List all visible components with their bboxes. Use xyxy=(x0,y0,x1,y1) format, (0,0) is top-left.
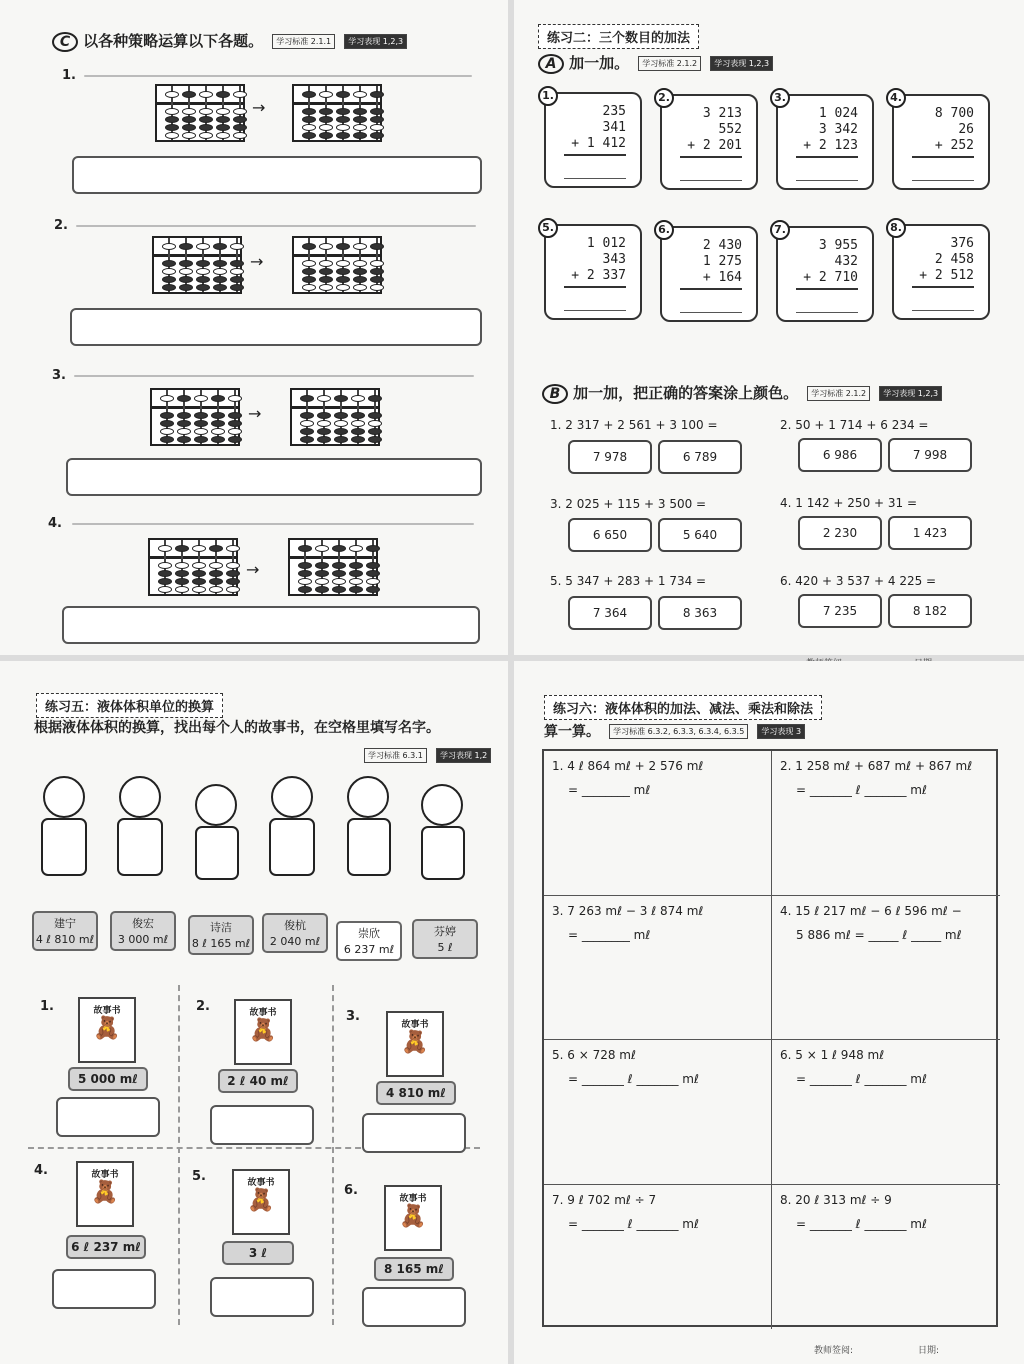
answer-option[interactable]: 7 978 xyxy=(568,440,652,474)
section-title: 以各种策略运算以下各题。 xyxy=(83,32,264,50)
question-number: 2. xyxy=(196,999,210,1014)
card-number: 2. xyxy=(654,88,674,108)
standard-tag: 学习标准 6.3.1 xyxy=(364,748,427,763)
exercise-title: 练习五：液体体积单位的换算 xyxy=(36,693,223,718)
addends: 1 012 343 + 2 337 xyxy=(571,236,626,283)
question-number: 6. xyxy=(344,1183,358,1198)
problem-cell[interactable]: 8. 20 ℓ 313 mℓ ÷ 9 = _______ ℓ _______ mℓ xyxy=(780,1192,927,1231)
card-number: 4. xyxy=(886,88,906,108)
volume-operations-page xyxy=(514,661,1024,1364)
performance-tag: 学习表现 1,2,3 xyxy=(879,386,942,401)
addends: 235 341 + 1 412 xyxy=(571,104,626,151)
problem-text: 1. 2 317 + 2 561 + 3 100 = xyxy=(550,418,718,432)
teacher-sign-label: 教师签阅: xyxy=(814,1346,854,1356)
addends: 2 430 1 275 + 164 xyxy=(702,238,742,285)
performance-tag: 学习表现 1,2,3 xyxy=(344,34,407,49)
card-number: 7. xyxy=(770,220,790,240)
problem-grid xyxy=(542,749,998,1327)
exercise-title: 练习二：三个数目的加法 xyxy=(538,24,699,49)
person-card: 崇欣 6 237 mℓ xyxy=(336,921,402,961)
person-card: 俊宏 3 000 mℓ xyxy=(110,911,176,951)
question-number: 3. xyxy=(346,1009,360,1024)
answer-option[interactable]: 8 363 xyxy=(658,596,742,630)
tags xyxy=(360,745,491,764)
addition-card xyxy=(658,91,758,190)
name-answer-box[interactable] xyxy=(362,1287,466,1327)
answer-option[interactable]: 6 650 xyxy=(568,518,652,552)
card-number: 8. xyxy=(886,218,906,238)
storybook: 故事书 🧸 xyxy=(78,997,136,1063)
addends: 376 2 458 + 2 512 xyxy=(919,236,974,283)
card-number: 1. xyxy=(538,86,558,106)
guide-line xyxy=(76,225,476,227)
arrow-icon: → xyxy=(250,252,264,271)
abacus-after xyxy=(288,538,378,596)
abacus-after xyxy=(290,388,380,446)
abacus-after xyxy=(292,84,382,142)
abacus-worksheet-page xyxy=(0,0,508,655)
question-number: 1. xyxy=(62,68,76,83)
storybook: 故事书 🧸 xyxy=(384,1185,442,1251)
answer-option[interactable]: 7 364 xyxy=(568,596,652,630)
abacus-before xyxy=(155,84,245,142)
addition-card xyxy=(542,221,642,320)
guide-line xyxy=(74,375,474,377)
instruction: 算一算。 xyxy=(544,724,600,740)
problem-cell[interactable]: 3. 7 263 mℓ − 3 ℓ 874 mℓ = ________ mℓ xyxy=(544,896,772,1041)
problem-cell[interactable]: 5. 6 × 728 mℓ = _______ ℓ _______ mℓ xyxy=(544,1040,772,1185)
abacus-before xyxy=(148,538,238,596)
section-letter: C xyxy=(52,32,78,52)
book-volume: 6 ℓ 237 mℓ xyxy=(66,1235,146,1259)
guide-line xyxy=(72,523,474,525)
arrow-icon: → xyxy=(246,560,260,579)
standard-tag: 学习标准 2.1.2 xyxy=(807,386,870,401)
addends: 8 700 26 + 252 xyxy=(934,106,974,153)
abacus-before xyxy=(152,236,242,294)
addition-card xyxy=(658,223,758,322)
problem-text: 3. 2 025 + 115 + 3 500 = xyxy=(550,497,707,511)
instruction: 根据液体体积的换算，找出每个人的故事书，在空格里填写名字。 xyxy=(34,720,440,736)
answer-option[interactable]: 7 235 xyxy=(798,594,882,628)
problem-cell[interactable]: 2. 1 258 mℓ + 687 mℓ + 867 mℓ = _______ ℓ _______ mℓ xyxy=(772,751,1000,896)
section-letter: B xyxy=(542,384,568,404)
answer-option[interactable]: 7 998 xyxy=(888,438,972,472)
abacus-after xyxy=(292,236,382,294)
answer-option[interactable]: 6 986 xyxy=(798,438,882,472)
problem-cell[interactable]: 6. 5 × 1 ℓ 948 mℓ = _______ ℓ _______ mℓ xyxy=(772,1040,1000,1185)
person-card: 建宁 4 ℓ 810 mℓ xyxy=(32,911,98,951)
addition-card xyxy=(542,89,642,188)
question-number: 4. xyxy=(48,516,62,531)
exercise-title: 练习六：液体体积的加法、减法、乘法和除法 xyxy=(544,695,822,720)
answer-option[interactable]: 8 182 xyxy=(888,594,972,628)
section-letter: A xyxy=(538,54,564,74)
problem-text: 2. 50 + 1 714 + 6 234 = xyxy=(780,418,929,432)
performance-tag: 学习表现 1,2,3 xyxy=(710,56,773,71)
answer-box[interactable] xyxy=(62,606,480,644)
abacus-before xyxy=(150,388,240,446)
arrow-icon: → xyxy=(248,404,262,423)
storybook: 故事书 🧸 xyxy=(386,1011,444,1077)
answer-box[interactable] xyxy=(66,458,482,496)
book-volume: 4 810 mℓ xyxy=(376,1081,456,1105)
section-b-header xyxy=(542,382,942,404)
person-card: 诗洁 8 ℓ 165 mℓ xyxy=(188,915,254,955)
problem-text: 4. 1 142 + 250 + 31 = xyxy=(780,496,918,510)
answer-option[interactable]: 5 640 xyxy=(658,518,742,552)
problem-cell[interactable]: 1. 4 ℓ 864 mℓ + 2 576 mℓ = ________ mℓ xyxy=(544,751,772,896)
addition-card xyxy=(774,223,874,322)
storybook: 故事书 🧸 xyxy=(232,1169,290,1235)
problem-text: 5. 5 347 + 283 + 1 734 = xyxy=(550,574,707,588)
addends: 1 024 3 342 + 2 123 xyxy=(803,106,858,153)
standard-tag: 学习标准 2.1.2 xyxy=(638,56,701,71)
name-answer-box[interactable] xyxy=(362,1113,466,1153)
date-label: 日期: xyxy=(918,1346,940,1356)
card-number: 5. xyxy=(538,218,558,238)
problem-cell[interactable]: 4. 15 ℓ 217 mℓ − 6 ℓ 596 mℓ − 5 886 mℓ = _____ ℓ _____ mℓ xyxy=(772,896,1000,1041)
children-illustration xyxy=(28,767,468,905)
addends: 3 955 432 + 2 710 xyxy=(803,238,858,285)
storybook: 故事书 🧸 xyxy=(234,999,292,1065)
book-volume: 8 165 mℓ xyxy=(374,1257,454,1281)
section-c-header xyxy=(52,30,407,52)
section-a-header xyxy=(538,52,773,74)
name-answer-box[interactable] xyxy=(52,1269,156,1309)
question-number: 1. xyxy=(40,999,54,1014)
instruction-row xyxy=(544,721,805,741)
volume-conversion-page xyxy=(0,661,508,1364)
answer-box[interactable] xyxy=(72,156,482,194)
answer-box[interactable] xyxy=(70,308,482,346)
problem-cell[interactable]: 7. 9 ℓ 702 mℓ ÷ 7 = _______ ℓ _______ mℓ xyxy=(544,1185,772,1330)
problem-text: 6. 420 + 3 537 + 4 225 = xyxy=(780,574,937,588)
name-answer-box[interactable] xyxy=(210,1277,314,1317)
performance-tag: 学习表现 3 xyxy=(757,724,805,739)
card-number: 3. xyxy=(770,88,790,108)
section-title: 加一加，把正确的答案涂上颜色。 xyxy=(573,384,799,402)
addition-worksheet-page xyxy=(514,0,1024,655)
book-volume: 5 000 mℓ xyxy=(68,1067,148,1091)
answer-option[interactable]: 2 230 xyxy=(798,516,882,550)
standard-tag: 学习标准 2.1.1 xyxy=(272,34,335,49)
question-number: 3. xyxy=(52,368,66,383)
addends: 3 213 552 + 2 201 xyxy=(687,106,742,153)
performance-tag: 学习表现 1,2 xyxy=(436,748,491,763)
book-volume: 3 ℓ xyxy=(222,1241,294,1265)
question-number: 5. xyxy=(192,1169,206,1184)
question-number: 2. xyxy=(54,218,68,233)
storybook: 故事书 🧸 xyxy=(76,1161,134,1227)
standard-tag: 学习标准 6.3.2, 6.3.3, 6.3.4, 6.3.5 xyxy=(609,724,748,739)
addition-card xyxy=(890,91,990,190)
section-title: 加一加。 xyxy=(569,54,630,72)
name-answer-box[interactable] xyxy=(210,1105,314,1145)
addition-card xyxy=(890,221,990,320)
arrow-icon: → xyxy=(252,98,266,117)
answer-option[interactable]: 1 423 xyxy=(888,516,972,550)
addition-card xyxy=(774,91,874,190)
name-answer-box[interactable] xyxy=(56,1097,160,1137)
person-card: 芬婷 5 ℓ xyxy=(412,919,478,959)
person-card: 俊杭 2 040 mℓ xyxy=(262,913,328,953)
answer-option[interactable]: 6 789 xyxy=(658,440,742,474)
card-number: 6. xyxy=(654,220,674,240)
book-volume: 2 ℓ 40 mℓ xyxy=(218,1069,298,1093)
guide-line xyxy=(84,75,472,77)
question-number: 4. xyxy=(34,1163,48,1178)
